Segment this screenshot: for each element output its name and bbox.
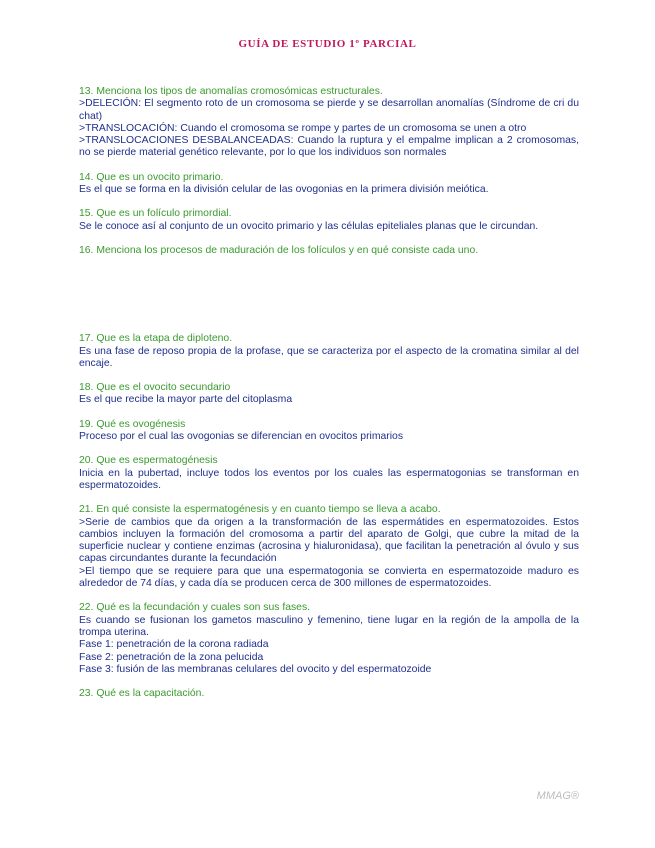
section-20: [79, 455, 579, 492]
answer-20: Inicia en la pubertad, incluye todos los eventos por los cuales las espermatogonias se transforman en espermatozoides.: [79, 467, 579, 491]
answer-22-fase-2: Fase 2: penetración de la zona pelucida: [79, 651, 264, 663]
question-20: 20. Que es espermatogénesis: [79, 455, 218, 467]
footer-mark: MMAG®: [536, 790, 579, 802]
section-15: [79, 208, 579, 233]
question-22: 22. Qué es la fecundación y cuales son sus fases.: [79, 602, 311, 614]
section-14: [79, 172, 579, 197]
answer-14: Es el que se forma en la división celular de las ovogonias en la primera división meiótica.: [79, 184, 489, 196]
question-21: 21. En qué consiste la espermatogénesis y en cuanto tiempo se lleva a acabo.: [79, 504, 441, 516]
section-21: [79, 504, 579, 590]
section-17: [79, 333, 579, 370]
question-14: 14. Que es un ovocito primario.: [79, 171, 224, 183]
section-22: [79, 602, 579, 676]
question-23: 23. Qué es la capacitación.: [79, 688, 205, 700]
section-13: [79, 86, 579, 160]
answer-17: Es una fase de reposo propia de la profase, que se caracteriza por el aspecto de la cromatina similar al del encaje.: [79, 345, 579, 369]
answer-19: Proceso por el cual las ovogonias se diferencian en ovocitos primarios: [79, 431, 404, 443]
answer-21-tiempo: >El tiempo que se requiere para que una espermatogonia se convierta en espermatozoide maduro es alrededor de 74 días, y cada día se producen cerca de 300 millones de espermatozoides.: [79, 565, 579, 590]
question-16: 16. Menciona los procesos de maduración de los folículos y en qué consiste cada uno.: [79, 244, 479, 256]
section-23: [79, 688, 579, 700]
answer-18: Es el que recibe la mayor parte del citoplasma: [79, 394, 293, 406]
question-15: 15. Que es un folículo primordial.: [79, 208, 232, 220]
section-18: [79, 382, 579, 407]
answer-22-fase-1: Fase 1: penetración de la corona radiada: [79, 639, 269, 651]
page-title: GUÍA DE ESTUDIO 1º PARCIAL: [238, 38, 417, 50]
answer-22-fase-3: Fase 3: fusión de las membranas celulares del ovocito y del espermatozoide: [79, 663, 432, 675]
answer-13-delecion: >DELECIÓN: El segmento roto de un cromosoma se pierde y se desarrollan anomalías (Síndrome de cri du chat): [79, 98, 579, 122]
study-guide-content: [79, 86, 579, 700]
answer-22-definicion: Es cuando se fusionan los gametos masculino y femenino, tiene lugar en la región de la ampolla de la trompa uterina.: [79, 614, 579, 638]
section-16: [79, 245, 579, 257]
question-18: 18. Que es el ovocito secundario: [79, 382, 231, 394]
answer-13-translocacion: >TRANSLOCACIÓN: Cuando el cromosoma se rompe y partes de un cromosoma se unen a otro: [79, 122, 527, 134]
question-17: 17. Que es la etapa de diploteno.: [79, 333, 233, 345]
section-19: [79, 419, 579, 444]
answer-15: Se le conoce así al conjunto de un ovocito primario y las células epiteliales planas que le circundan.: [79, 220, 539, 232]
answer-21-cambios: >Serie de cambios que da origen a la transformación de las espermátides en espermatozoides. Estos cambios incluyen la formación del cromosoma a partir del aparato de Golgi, que cubre la mitad de la superficie nuclear y contiene enzimas (acrosina y hialuronidasa), que facilitan la penetración al óvulo y sus capas circundantes durante la fecundación: [79, 516, 579, 565]
question-13: 13. Menciona los tipos de anomalías cromosómicas estructurales.: [79, 86, 383, 97]
question-19: 19. Qué es ovogénesis: [79, 418, 186, 430]
answer-13-desbalanceadas: >TRANSLOCACIONES DESBALANCEADAS: Cuando la ruptura y el empalme implican a 2 cromosomas, no se pierde material genético relevante, por lo que los individuos son normales: [79, 135, 579, 159]
